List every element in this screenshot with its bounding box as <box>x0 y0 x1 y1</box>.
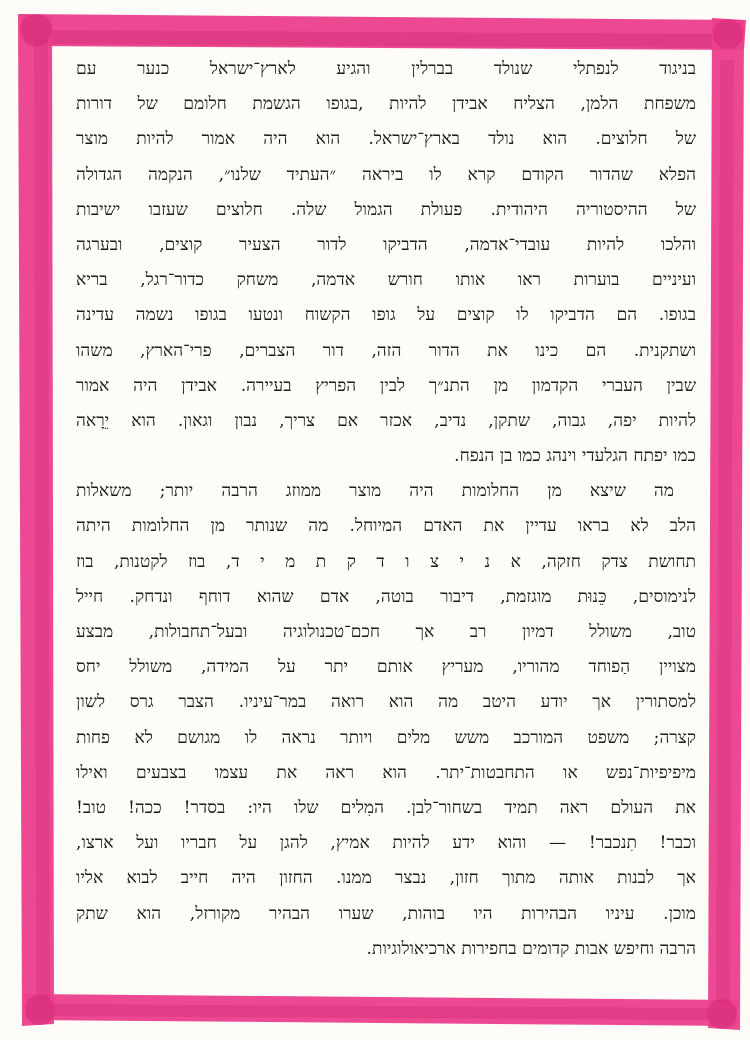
frame-corner-br <box>707 999 737 1029</box>
text-line: טוב, משולל דמיון רב אך חכם־טכנולוגיה ובעל־תחבולות, מבצע <box>76 622 696 642</box>
text-line: הלב לא בראו עדיין את האדם המיוחל. מה שנותר מן החלומות היתה <box>76 516 696 537</box>
frame-right-stroke-2 <box>716 60 734 1004</box>
text-line: בניגוד לנפתלי שנולד בברלין והגיע לארץ־ישראל כנער עם <box>76 59 696 79</box>
frame-right-stroke <box>708 18 744 1030</box>
frame-bottom-stroke <box>24 994 738 1026</box>
text-line: וכבר! תִנכבר! — והוא ידע להיות אמיץ, להגן על חבריו ועל ארצו, <box>76 833 696 854</box>
frame-bottom-stroke-2 <box>30 1004 732 1020</box>
frame-corner-tr <box>713 19 743 49</box>
frame-top-stroke <box>20 14 746 50</box>
body-text <box>76 52 696 992</box>
text-line: מה שיצא מן החלומות היה מוצר ממוזג הרבה יותר; משאלות <box>76 481 674 502</box>
text-line: כמו יפתח הגלעדי וינהג כמו בן הנפח. <box>454 446 696 467</box>
text-line: הרבה וחיפש אבות קדומים בחפירות ארכיאולוגיות. <box>366 938 696 959</box>
paragraph-1 <box>76 52 696 474</box>
text-line: תחושת צדק חזקה, א נ י צ ו ד ק ת מ י ד, בוז לקטנות, בוז <box>76 551 696 572</box>
text-line: בגופו. הם הדביקו לו קוצים על גופו הקשוח ונטעו בגופו נשמה עדינה <box>76 305 696 326</box>
text-line: מוכן. עיניו הבהירות היו בוהות, שערו הבהיר מקורזל, הוא שתק <box>76 903 696 924</box>
text-line: מיפיפיות־נפש או התחבטות־יתר. הוא ראה את עצמו בצבעים ואילו <box>76 762 696 783</box>
text-line: לנימוסים, כֵּנוּת מוגזמת, דיבור בוטה, אדם שהוא דוחף ונדחק. חייל <box>76 586 696 607</box>
text-line: משפחת הלמן, הצליח אבידן להיות ,בגופו הגשמת חלומם של דורות <box>76 94 696 115</box>
text-line: למסתורין אך יודע היטב מה הוא רואה במר־עיניו. הצבר גרס לשון <box>76 692 696 713</box>
frame-left-stroke <box>18 14 54 1026</box>
frame-left-stroke-2 <box>34 40 50 1002</box>
text-line: שבין העברי הקדמון מן התנ״ך לבין הפריץ בעיירה. אבידן היה אמור <box>76 375 696 396</box>
text-line: להיות יפה, גבוה, שתקן, נדיב, אכזר אם צריך, נבון וגאון. הוא יֵרָאה <box>76 410 696 431</box>
text-line: והלכו להיות עובדי־אדמה, הדביקו לדור הצעיר קוצים, ובערגה <box>76 234 696 255</box>
frame-corner-tl <box>20 14 52 46</box>
paragraph-2 <box>76 474 696 967</box>
text-line: אך לבנות אותה מתוך חזון, נבצר ממנו. החזון היה חייב לבוא אליו <box>76 868 696 889</box>
text-line: את העולם ראה תמיד בשחור־לבן. המִלים שלו היו: בסדר! ככה! טוב! <box>76 797 696 818</box>
text-line: מצויין הַפוחד מהוריו, מעריץ אותם יתר על המידה, משולל יחס <box>76 657 696 678</box>
text-line: של ההיסטוריה היהודית. פעולת הגמול שלה. חלוצים שעזבו ישיבות <box>76 199 696 220</box>
frame-top-stroke-2 <box>28 30 740 48</box>
frame-corner-bl <box>25 995 55 1025</box>
text-line: הפלא שהדור הקודם קרא לו ביראה ״העתיד שלנו״, הנקמה הגדולה <box>76 164 696 185</box>
text-line: של חלוצים. הוא נולד בארץ־ישראל. הוא היה אמור להיות מוצר <box>76 129 696 150</box>
text-line: קצרה; משפט המורכב משש מלים ויותר נראה לו מגושם לא פחות <box>76 727 696 748</box>
text-line: ועיניים בוערות ראו אותו חורש אדמה, משחק כדור־רגל, בריא <box>76 270 696 291</box>
text-line: ושתקנית. הם כינו את הדור הזה, דור הצברים, פרי־הארץ, משהו <box>76 340 696 361</box>
